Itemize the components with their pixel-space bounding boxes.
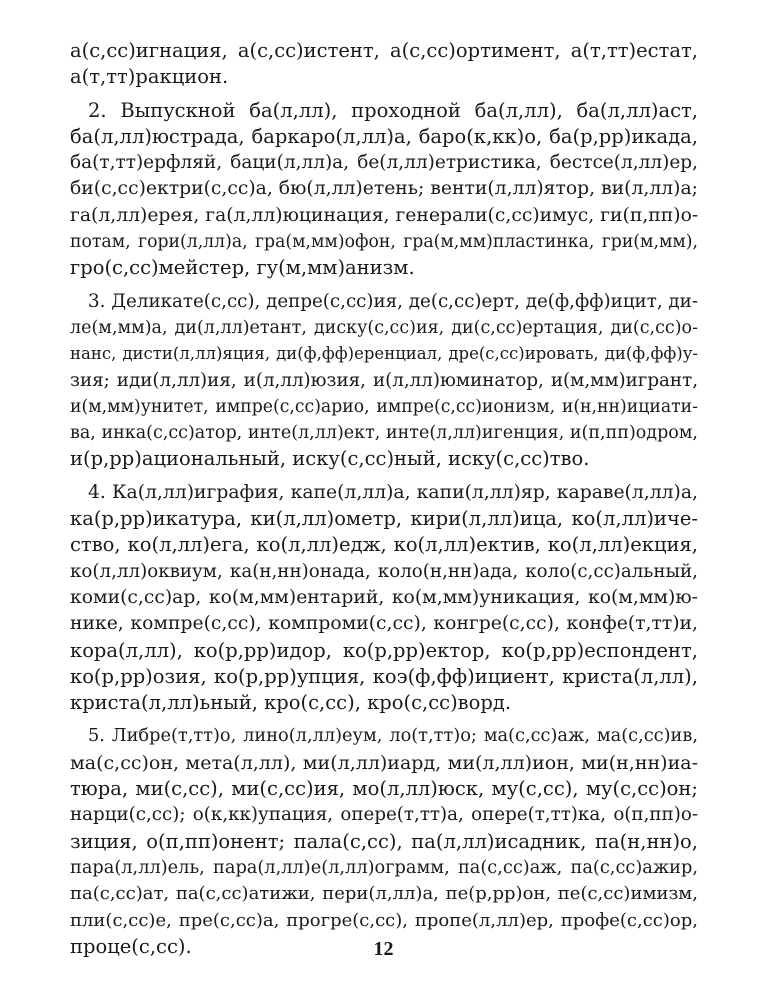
paragraph-5: [70, 723, 698, 960]
text-line: гро(с,сс)мейстер, гу(м,мм)анизм.: [70, 256, 415, 280]
text-line: ба(л,лл)юстрада, баркаро(л,лл)а, баро(к,кк)о, ба(р,рр)икада,: [70, 124, 698, 148]
text-line: зиция, о(п,пп)онент; пала(с,сс), па(л,лл)исадник, па(н,нн)о,: [70, 829, 698, 853]
text-line: 4. Ка(л,лл)играфия, капе(л,лл)а, капи(л,лл)яр, караве(л,лл)а,: [88, 481, 698, 503]
text-line: 2. Выпускной ба(л,лл), проходной ба(л,лл), ба(л,лл)аст,: [88, 98, 698, 122]
text-line: га(л,лл)ерея, га(л,лл)юцинация, генерали(с,сс)имус, ги(п,пп)о-: [70, 204, 699, 226]
text-line: пара(л,лл)ель, пара(л,лл)е(л,лл)ограмм, па(с,сс)аж, па(с,сс)ажир,: [70, 857, 698, 878]
text-line: нике, компре(с,сс), компроми(с,сс), конгре(с,сс), конфе(т,тт)и,: [70, 613, 698, 635]
text-line: тюра, ми(с,сс), ми(с,сс)ия, мо(л,лл)юск, му(с,сс), му(с,сс)он;: [70, 777, 698, 801]
text-line: ко(р,рр)озия, ко(р,рр)упция, коэ(ф,фф)ициент, криста(л,лл),: [70, 664, 698, 688]
text-line: нанс, дисти(л,лл)яция, ди(ф,фф)еренциал, дре(с,сс)ировать, ди(ф,фф)у-: [70, 344, 698, 364]
text-line: пли(с,сс)е, пре(с,сс)а, прогре(с,сс), пропе(л,лл)ер, профе(с,сс)ор,: [70, 909, 698, 931]
text-line: криста(л,лл)ьный, кро(с,сс), кро(с,сс)ворд.: [70, 691, 512, 715]
page-content: [70, 38, 698, 967]
text-line: потам, гори(л,лл)а, гра(м,мм)офон, гра(м,мм)пластинка, гри(м,мм),: [70, 232, 698, 253]
text-line: и(р,рр)ациональный, иску(с,сс)ный, иску(с,сс)тво.: [70, 447, 590, 471]
paragraph-2: [70, 98, 698, 282]
text-line: ба(т,тт)ерфляй, баци(л,лл)а, бе(л,лл)етристика, бестсе(л,лл)ер,: [70, 152, 698, 174]
text-line: ва, инка(с,сс)атор, инте(л,лл)ект, инте(л,лл)игенция, и(п,пп)одром,: [70, 423, 698, 444]
text-line: ко(л,лл)оквиум, ка(н,нн)онада, коло(н,нн)ада, коло(с,сс)альный,: [70, 560, 698, 582]
text-line: нарци(с,сс); о(к,кк)упация, опере(т,тт)а, опере(т,тт)ка, о(п,пп)о-: [70, 804, 698, 826]
text-line: ма(с,сс)он, мета(л,лл), ми(л,лл)иард, ми(л,лл)ион, ми(н,нн)иа-: [70, 751, 698, 774]
paragraph-4: [70, 480, 698, 717]
paragraph-1: [70, 38, 698, 91]
page-number: 12: [373, 938, 394, 960]
text-line: проце(с,сс).: [70, 934, 192, 958]
text-line: зия; иди(л,лл)ия, и(л,лл)юзия, и(л,лл)юминатор, и(м,мм)игрант,: [70, 369, 698, 391]
text-line: ство, ко(л,лл)ега, ко(л,лл)едж, ко(л,лл)ектив, ко(л,лл)екция,: [70, 533, 698, 557]
text-line: 3. Деликате(с,сс), депре(с,сс)ия, де(с,сс)ерт, де(ф,фф)ицит, ди-: [88, 290, 698, 312]
text-line: коми(с,сс)ар, ко(м,мм)ентарий, ко(м,мм)уникация, ко(м,мм)ю-: [70, 586, 698, 608]
text-line: кора(л,лл), ко(р,рр)идор, ко(р,рр)ектор, ко(р,рр)еспондент,: [70, 638, 698, 662]
paragraph-3: [70, 289, 698, 473]
text-line: ле(м,мм)а, ди(л,лл)етант, диску(с,сс)ия, ди(с,сс)ертация, ди(с,сс)о-: [70, 317, 698, 338]
text-line: и(м,мм)унитет, импре(с,сс)арио, импре(с,сс)ионизм, и(н,нн)ициати-: [70, 396, 698, 417]
text-line: а(т,тт)ракцион.: [70, 65, 229, 89]
text-line: па(с,сс)ат, па(с,сс)атижи, пери(л,лл)а, пе(р,рр)он, пе(с,сс)имизм,: [70, 883, 698, 905]
text-line: 5. Либре(т,тт)о, лино(л,лл)еум, ло(т,тт)о; ма(с,сс)аж, ма(с,сс)ив,: [88, 726, 698, 747]
text-line: а(с,сс)игнация, а(с,сс)истент, а(с,сс)ортимент, а(т,тт)естат,: [70, 39, 698, 62]
text-line: ка(р,рр)икатура, ки(л,лл)ометр, кири(л,лл)ица, ко(л,лл)иче-: [70, 507, 698, 531]
text-line: би(с,сс)ектри(с,сс)а, бю(л,лл)етень; венти(л,лл)ятор, ви(л,лл)а;: [70, 178, 698, 200]
